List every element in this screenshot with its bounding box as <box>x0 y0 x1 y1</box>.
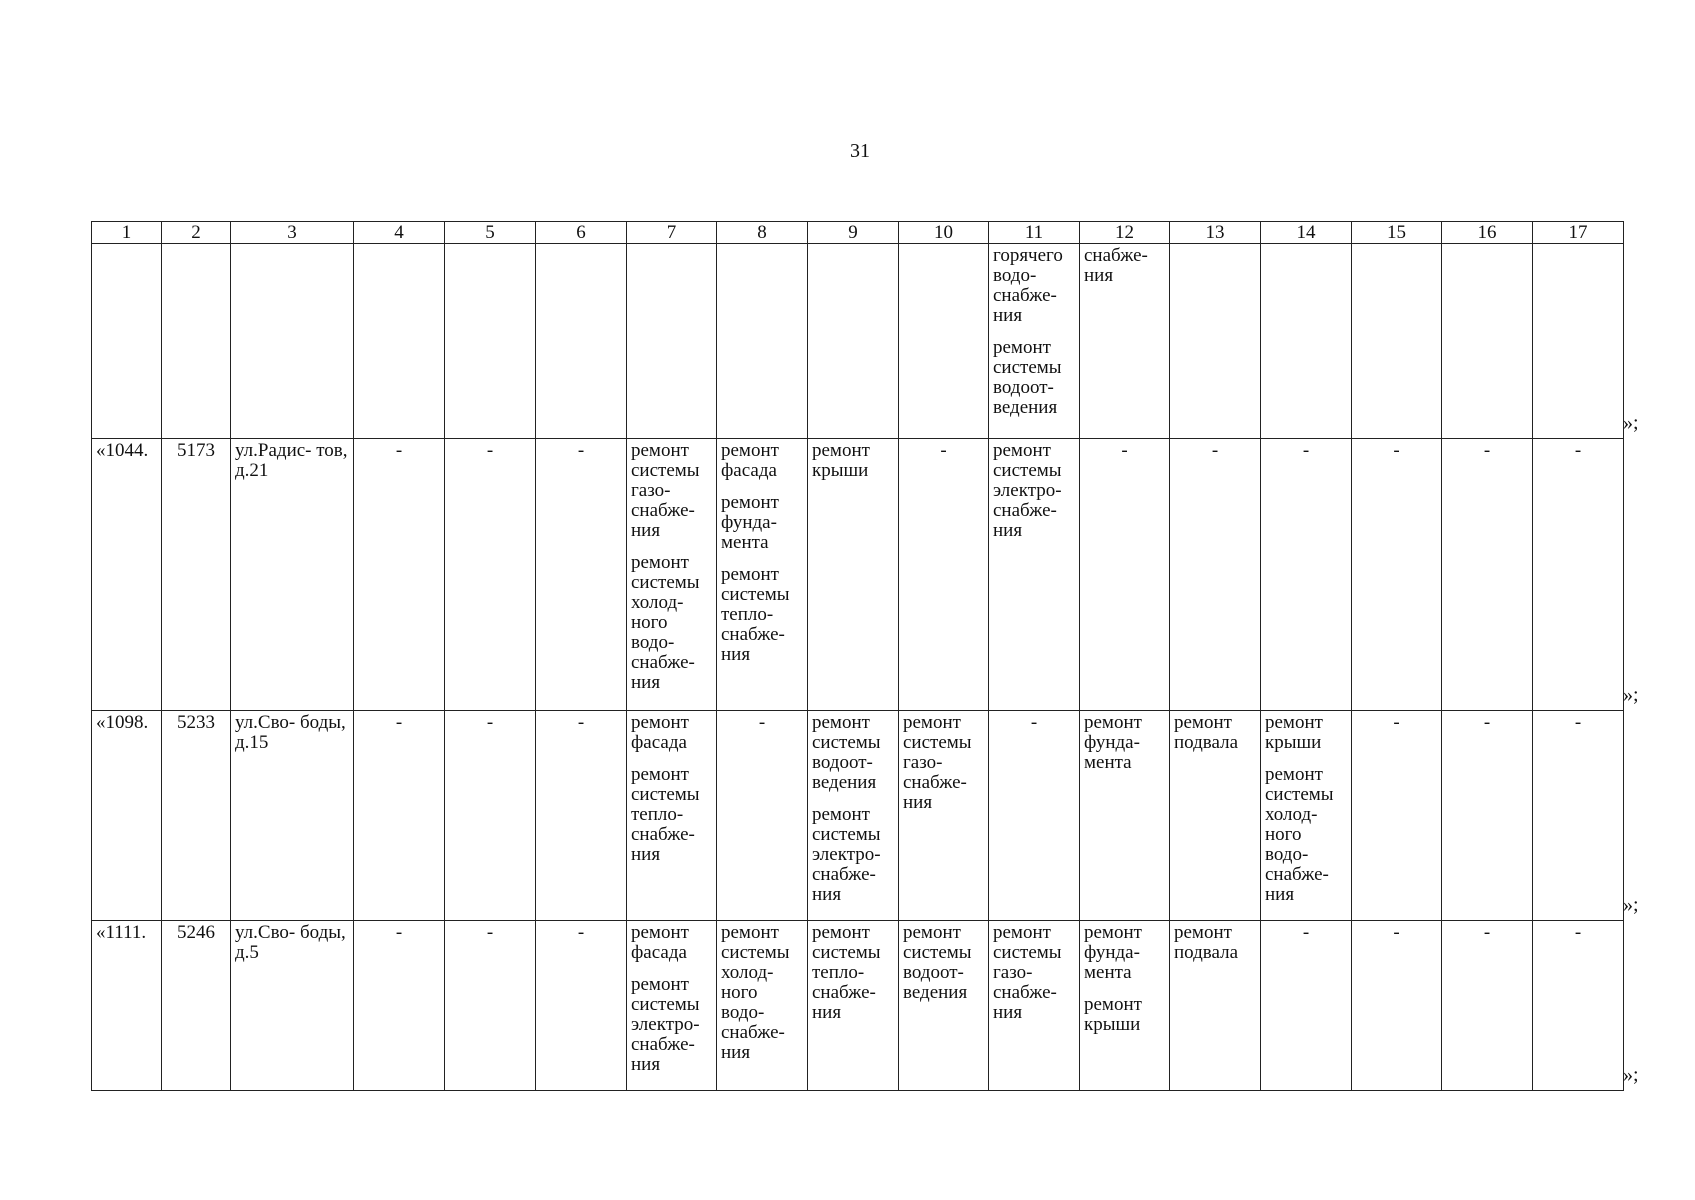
cell-entry: ремонт подвала <box>1174 712 1239 753</box>
column-number-1: 1 <box>92 222 162 244</box>
cell-entry: ремонт системы электро- снабже- ния <box>631 974 700 1075</box>
table-cell <box>536 711 627 921</box>
cell-entry: ремонт фунда- мента <box>1084 712 1142 773</box>
column-number-4: 4 <box>354 222 445 244</box>
cell-entry: - <box>395 712 403 733</box>
column-number-6: 6 <box>536 222 627 244</box>
table-cell <box>1533 711 1624 921</box>
column-number-15: 15 <box>1352 222 1442 244</box>
table-cell <box>627 439 717 711</box>
table-cell <box>1261 711 1352 921</box>
table-row <box>92 711 1624 921</box>
column-number-11: 11 <box>989 222 1080 244</box>
table-cell <box>1533 439 1624 711</box>
table-row <box>92 921 1624 1091</box>
table-cell <box>1080 711 1170 921</box>
table-cell <box>627 711 717 921</box>
table-cell <box>445 921 536 1091</box>
cell-entry: горячего водо- снабже- ния <box>993 245 1063 326</box>
repair-schedule-table <box>91 221 1624 1091</box>
cell-entry: - <box>486 440 494 461</box>
table-cell <box>1533 244 1624 439</box>
cell-entry: ремонт фасада <box>631 922 689 963</box>
table-cell <box>899 921 989 1091</box>
table-cell <box>354 439 445 711</box>
cell-entry: - <box>758 712 766 733</box>
table-row <box>92 244 1624 439</box>
table-cell <box>989 921 1080 1091</box>
column-number-12: 12 <box>1080 222 1170 244</box>
table-cell <box>717 439 808 711</box>
cell-entry: ул.Радис- тов, д.21 <box>235 440 348 481</box>
table-cell <box>989 244 1080 439</box>
table-body <box>92 222 1624 1091</box>
table-cell <box>162 439 231 711</box>
cell-entry: ремонт системы тепло- снабже- ния <box>721 564 790 665</box>
cell-entry: - <box>1302 440 1310 461</box>
table-cell <box>162 244 231 439</box>
cell-entry: ремонт системы холод- ного водо- снабже- ния <box>1265 764 1334 905</box>
cell-entry: ремонт фасада <box>631 712 689 753</box>
column-number-8: 8 <box>717 222 808 244</box>
cell-entry: - <box>1121 440 1128 461</box>
cell-entry: - <box>1574 922 1582 943</box>
row-closing-mark: »; <box>1623 684 1639 706</box>
cell-entry: «1111. <box>96 922 147 943</box>
cell-entry: ремонт системы тепло- снабже- ния <box>812 922 881 1023</box>
cell-entry: - <box>1574 440 1582 461</box>
table-cell <box>536 244 627 439</box>
column-number-3: 3 <box>231 222 354 244</box>
table-cell <box>92 921 162 1091</box>
row-closing-mark: »; <box>1623 894 1639 916</box>
cell-entry: ремонт системы холод- ного водо- снабже- ния <box>721 922 790 1063</box>
table-cell <box>92 244 162 439</box>
table-cell <box>717 244 808 439</box>
cell-entry: - <box>1483 712 1491 733</box>
table-cell <box>808 921 899 1091</box>
table-cell <box>717 711 808 921</box>
table-cell <box>231 439 354 711</box>
cell-entry: ремонт подвала <box>1174 922 1239 963</box>
table-cell <box>627 921 717 1091</box>
cell-entry: ремонт системы холод- ного водо- снабже- ния <box>631 552 700 693</box>
cell-entry: - <box>1574 712 1582 733</box>
cell-entry: - <box>486 922 494 943</box>
table-cell <box>1352 439 1442 711</box>
cell-entry: - <box>395 922 403 943</box>
table-cell <box>1261 921 1352 1091</box>
table-cell <box>1442 711 1533 921</box>
cell-entry: 5246 <box>177 922 215 943</box>
table-cell <box>445 439 536 711</box>
cell-entry: ремонт системы водоот- ведения <box>993 337 1062 418</box>
cell-entry: - <box>1393 922 1400 943</box>
table-cell <box>354 244 445 439</box>
table-cell <box>1352 711 1442 921</box>
column-number-9: 9 <box>808 222 899 244</box>
table-cell <box>231 244 354 439</box>
cell-entry: - <box>395 440 403 461</box>
table-cell <box>717 921 808 1091</box>
row-closing-mark: »; <box>1623 1064 1639 1086</box>
cell-entry: - <box>577 712 585 733</box>
cell-entry: ремонт фунда- мента <box>721 492 779 553</box>
table-cell <box>1080 439 1170 711</box>
table-cell <box>1261 244 1352 439</box>
cell-entry: - <box>486 712 494 733</box>
table-cell <box>1170 244 1261 439</box>
column-number-13: 13 <box>1170 222 1261 244</box>
table-cell <box>1170 439 1261 711</box>
cell-entry: - <box>1302 922 1310 943</box>
cell-entry: - <box>1483 440 1491 461</box>
table-cell <box>1080 921 1170 1091</box>
cell-entry: ремонт системы тепло- снабже- ния <box>631 764 700 865</box>
column-number-10: 10 <box>899 222 989 244</box>
table-cell <box>899 439 989 711</box>
table-row <box>92 439 1624 711</box>
column-number-14: 14 <box>1261 222 1352 244</box>
column-number-16: 16 <box>1442 222 1533 244</box>
cell-entry: ремонт крыши <box>1084 994 1142 1035</box>
table-cell <box>162 921 231 1091</box>
cell-entry: ремонт системы электро- снабже- ния <box>993 440 1062 541</box>
column-number-row <box>92 222 1624 244</box>
cell-entry: ремонт фасада <box>721 440 779 481</box>
table-cell <box>1352 244 1442 439</box>
table-cell <box>1352 921 1442 1091</box>
table-cell <box>1442 244 1533 439</box>
cell-entry: ремонт системы газо- снабже- ния <box>993 922 1062 1023</box>
cell-entry: - <box>577 440 585 461</box>
cell-entry: 5173 <box>177 440 215 461</box>
cell-entry: - <box>577 922 585 943</box>
cell-entry: «1098. <box>96 712 149 733</box>
table-cell <box>445 244 536 439</box>
cell-entry: - <box>1211 440 1219 461</box>
table-cell <box>231 711 354 921</box>
cell-entry: ремонт крыши <box>812 440 870 481</box>
cell-entry: - <box>1030 712 1038 733</box>
cell-entry: снабже- ния <box>1084 245 1148 286</box>
cell-entry: - <box>940 440 947 461</box>
table-cell <box>1170 921 1261 1091</box>
column-number-2: 2 <box>162 222 231 244</box>
table-cell <box>92 439 162 711</box>
cell-entry: - <box>1483 922 1491 943</box>
cell-entry: «1044. <box>96 440 149 461</box>
cell-entry: ремонт системы газо- снабже- ния <box>631 440 700 541</box>
cell-entry: ул.Сво- боды, д.15 <box>235 712 346 753</box>
table-cell <box>445 711 536 921</box>
column-number-17: 17 <box>1533 222 1624 244</box>
table-cell <box>989 711 1080 921</box>
table-cell <box>808 439 899 711</box>
cell-entry: ремонт системы газо- снабже- ния <box>903 712 972 813</box>
cell-entry: ремонт фунда- мента <box>1084 922 1142 983</box>
cell-entry: ул.Сво- боды, д.5 <box>235 922 346 963</box>
column-number-5: 5 <box>445 222 536 244</box>
table-cell <box>989 439 1080 711</box>
table-cell <box>899 711 989 921</box>
cell-entry: ремонт системы водоот- ведения <box>812 712 881 793</box>
page-number: 31 <box>850 140 870 162</box>
table-cell <box>1170 711 1261 921</box>
table-cell <box>808 244 899 439</box>
row-closing-mark: »; <box>1623 412 1639 434</box>
cell-entry: - <box>1393 712 1400 733</box>
cell-entry: ремонт системы электро- снабже- ния <box>812 804 881 905</box>
cell-entry: ремонт системы водоот- ведения <box>903 922 972 1003</box>
table-cell <box>899 244 989 439</box>
table-cell <box>1442 921 1533 1091</box>
table-cell <box>1080 244 1170 439</box>
table-cell <box>808 711 899 921</box>
table-cell <box>1442 439 1533 711</box>
table-cell <box>231 921 354 1091</box>
column-number-7: 7 <box>627 222 717 244</box>
table-cell <box>536 439 627 711</box>
cell-entry: 5233 <box>177 712 215 733</box>
cell-entry: - <box>1393 440 1400 461</box>
table-cell <box>627 244 717 439</box>
table-cell <box>354 711 445 921</box>
table-cell <box>1533 921 1624 1091</box>
table-cell <box>536 921 627 1091</box>
table-cell <box>92 711 162 921</box>
cell-entry: ремонт крыши <box>1265 712 1323 753</box>
table-cell <box>1261 439 1352 711</box>
table-cell <box>354 921 445 1091</box>
table-cell <box>162 711 231 921</box>
